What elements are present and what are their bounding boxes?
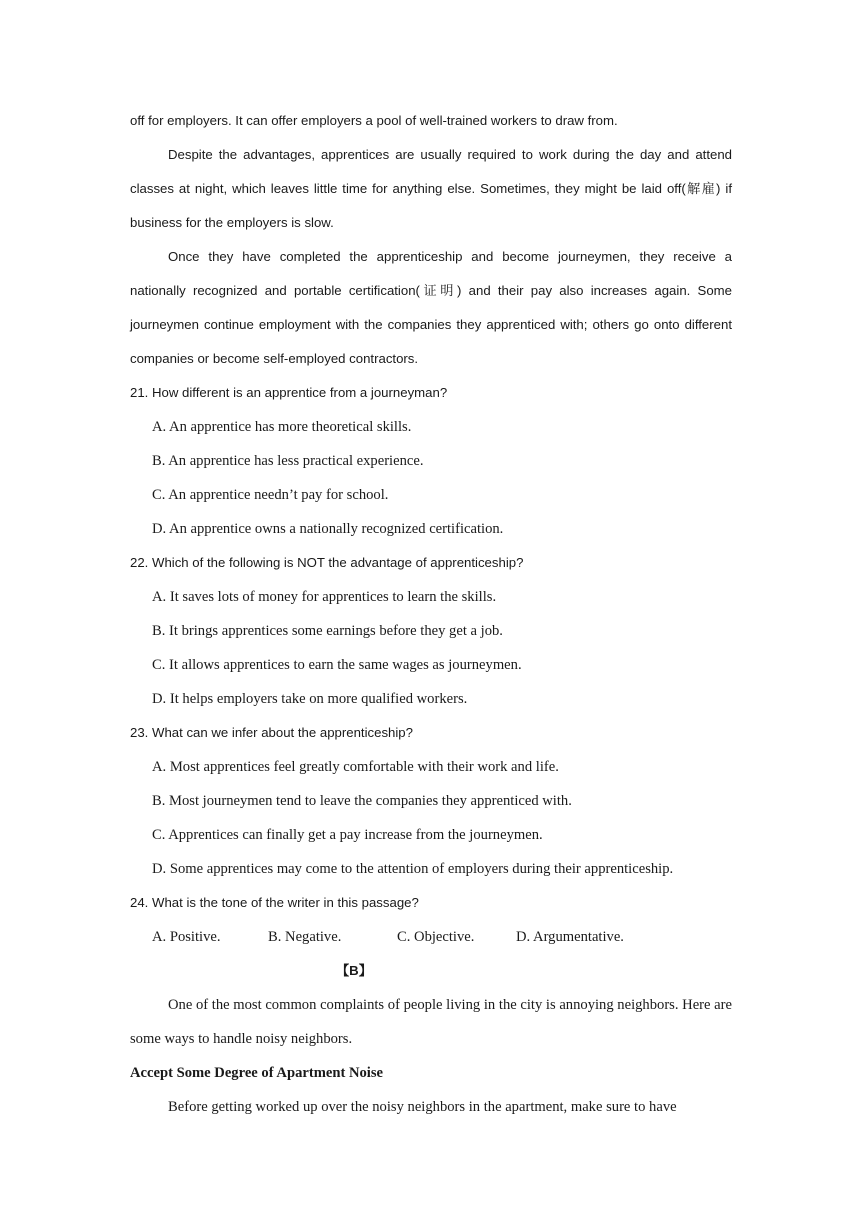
question-24-option-b: B. Negative. <box>268 929 342 945</box>
question-21-option-c: C. An apprentice needn’t pay for school. <box>152 487 389 503</box>
question-24-stem: 24. What is the tone of the writer in this passage? <box>130 895 419 910</box>
question-22-option-d: D. It helps employers take on more qualified workers. <box>152 691 468 707</box>
section-b-label: 【B】 <box>336 963 372 978</box>
question-24-options <box>130 920 732 954</box>
question-22-option-a: A. It saves lots of money for apprentices to learn the skills. <box>152 589 497 605</box>
question-24-option-c: C. Objective. <box>397 929 475 945</box>
question-23-option-c: C. Apprentices can finally get a pay increase from the journeymen. <box>152 827 543 843</box>
paragraph-b1: One of the most common complaints of people living in the city is annoying neighbors. Here are some ways to handle noisy neighbors. <box>130 997 732 1047</box>
question-23-option-a: A. Most apprentices feel greatly comfortable with their work and life. <box>152 759 559 775</box>
paragraph-b2-start: Before getting worked up over the noisy neighbors in the apartment, make sure to have <box>168 1099 677 1115</box>
paragraph-a3: Once they have completed the apprenticeship and become journeymen, they receive a nationally recognized and portable certification(证明) and their pay also increases again. Some journeymen continue employment with the companies they apprenticed with; others go onto different companies or become self-employed contractors. <box>130 249 732 366</box>
question-23-option-b: B. Most journeymen tend to leave the companies they apprenticed with. <box>152 793 572 809</box>
section-heading: Accept Some Degree of Apartment Noise <box>130 1065 384 1081</box>
question-24-option-a: A. Positive. <box>152 929 221 945</box>
paragraph-a1-end: off for employers. It can offer employers a pool of well-trained workers to draw from. <box>130 113 618 128</box>
question-22-stem: 22. Which of the following is NOT the advantage of apprenticeship? <box>130 555 524 570</box>
question-24-option-d: D. Argumentative. <box>516 929 624 945</box>
document-page <box>130 104 732 1124</box>
question-23-option-d: D. Some apprentices may come to the attention of employers during their apprenticeship. <box>152 861 674 877</box>
question-22-option-c: C. It allows apprentices to earn the same wages as journeymen. <box>152 657 522 673</box>
question-21-option-b: B. An apprentice has less practical experience. <box>152 453 424 469</box>
question-21-option-d: D. An apprentice owns a nationally recognized certification. <box>152 521 504 537</box>
question-23-stem: 23. What can we infer about the apprenticeship? <box>130 725 413 740</box>
question-21-stem: 21. How different is an apprentice from a journeyman? <box>130 385 448 400</box>
question-21-option-a: A. An apprentice has more theoretical skills. <box>152 419 412 435</box>
paragraph-a2: Despite the advantages, apprentices are usually required to work during the day and attend classes at night, which leaves little time for anything else. Sometimes, they might be laid off(解雇) if business for the employers is slow. <box>130 147 732 230</box>
question-22-option-b: B. It brings apprentices some earnings before they get a job. <box>152 623 503 639</box>
